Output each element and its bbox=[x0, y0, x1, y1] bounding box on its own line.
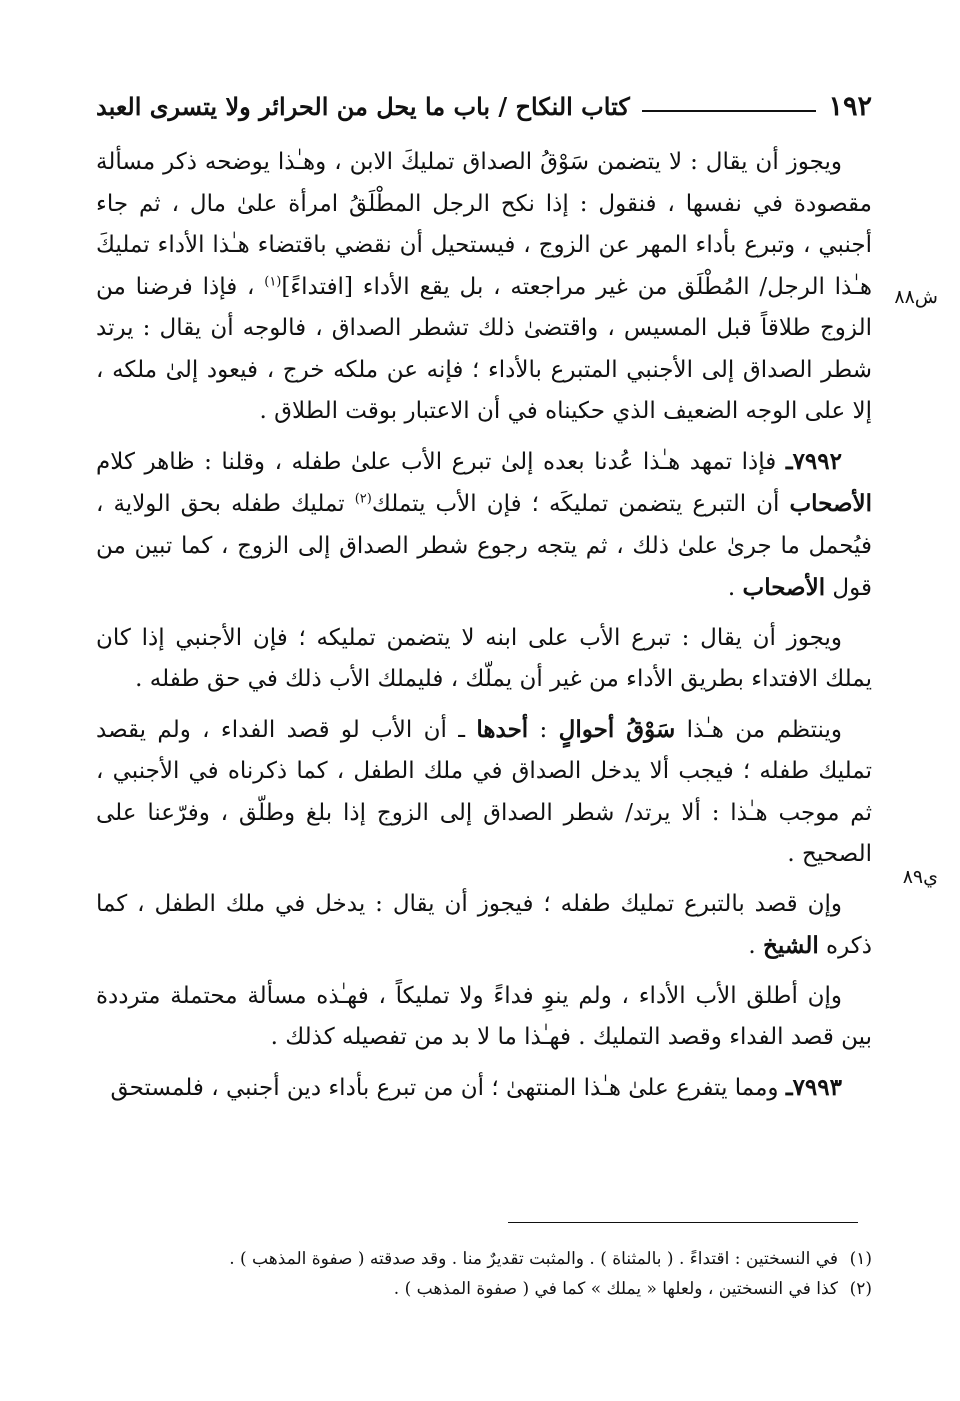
paragraph-6: وإن أطلق الأب الأداء ، ولم ينوِ فداءً ولا تمليكاً ، فهـٰذه مسألة محتملة مترددة بين قصد الفداء وقصد التمليك . فهـٰذا ما لا بد من تفصيله كذلك . bbox=[96, 982, 872, 1050]
header-rule bbox=[642, 110, 817, 112]
footnote-1: (١)في النسختين : اقتداءً . ( بالمثناة ) . والمثبت تقديرٌ منا . وقد صدقته ( صفوة المذهب ) . bbox=[229, 1249, 872, 1269]
running-header bbox=[96, 84, 872, 128]
paragraph-7992: ٧٩٩٢ـ فإذا تمهد هـٰذا عُدنا بعده إلىٰ تبرع الأب علىٰ طفله ، وقلنا : ظاهر كلام الأصحاب أن التبرع يتضمن تمليكَه ؛ فإن الأب يتملك$^{(٢)}$ تمليك طفله بحق الولاية ، فيُحمل ما جرىٰ علىٰ ذلك ، ثم يتجه رجوع شطر الصداق إلى الزوج ، كما تبين من قول الأصحاب . bbox=[96, 447, 873, 601]
chapter-title: كتاب النكاح / باب ما يحل من الحرائر ولا يتسرى العبد bbox=[96, 91, 630, 121]
paragraph-4: وينتظم من هـٰذا سَوْقُ أحوالٍ : أحدها ـ أن الأب لو قصد الفداء ، ولم يقصد تمليك طفله ؛ فيجب ألا يدخل الصداق في ملك الطفل ، كما ذكرناه في الأجنبي ، ثم موجب هـٰذا : ألا يرتد/ شطر الصداق إلى الزوج إذا بلغ وطلّق ، وفرّعنا على الصحيح . bbox=[96, 715, 872, 867]
paragraph-5: وإن قصد بالتبرع تمليك طفله ؛ فيجوز أن يقال : يدخل في ملك الطفل ، كما ذكره الشيخ . bbox=[96, 890, 872, 959]
paragraph-1: ويجوز أن يقال : لا يتضمن سَوْقُ الصداق تمليكَ الابن ، وهـٰذا يوضحه ذكر مسألة مقصودة في نفسها ، فنقول : إذا نكح الرجل المطْلَقُ امرأة علىٰ مال ، ثم جاء أجنبي ، وتبرع بأداء المهر عن الزوج ، فيستحيل أن نقضي باقتضاء هـٰذا الأداء تمليكَ هـٰذا الرجل/ المُطْلَق من غير مراجعته ، بل يقع الأداء [افتداءً]$^{(١)}$ ، فإذا فرضنا من الزوج طلاقاً قبل المسيس ، واقتضىٰ ذلك تشطر الصداق ، فالوجه أن يقال : يرتد شطر الصداق إلى الأجنبي المتبرع بالأداء ؛ فإنه عن ملكه خرج ، فيعود إلىٰ ملكه ، إلا على الوجه الضعيف الذي حكيناه في أن الاعتبار بوقت الطلاق . bbox=[96, 149, 872, 424]
margin-note-manuscript-a: ش٨٨ bbox=[894, 286, 938, 308]
footnote-ref-1[interactable]: (١) bbox=[264, 273, 282, 289]
page-number: ١٩٢ bbox=[828, 90, 872, 122]
paragraph-3: ويجوز أن يقال : تبرع الأب على ابنه لا يتضمن تمليكه ؛ فإن الأجنبي إذا كان يملك الافتداء بطريق الأداء من غير أن يملّك ، فليملك الأب ذلك في حق طفله . bbox=[96, 624, 872, 692]
paragraph-number: ٧٩٩٢ـ bbox=[785, 447, 842, 475]
footnote-ref-2[interactable]: (٢) bbox=[354, 491, 372, 507]
footnotes bbox=[96, 1244, 872, 1304]
main-text bbox=[96, 142, 872, 1109]
footnote-2: (٢)كذا في النسختين ، ولعلها « يملك » كما في ( صفوة المذهب ) . bbox=[393, 1279, 872, 1299]
margin-note-manuscript-b: ي٨٩ bbox=[902, 866, 938, 888]
footnote-separator bbox=[508, 1222, 858, 1223]
paragraph-number: ٧٩٩٣ـ bbox=[785, 1073, 842, 1101]
paragraph-7993: ٧٩٩٣ـ ومما يتفرع علىٰ هـٰذا المنتهىٰ ؛ أن من تبرع بأداء دين أجنبي ، فلمستحق bbox=[110, 1073, 842, 1101]
